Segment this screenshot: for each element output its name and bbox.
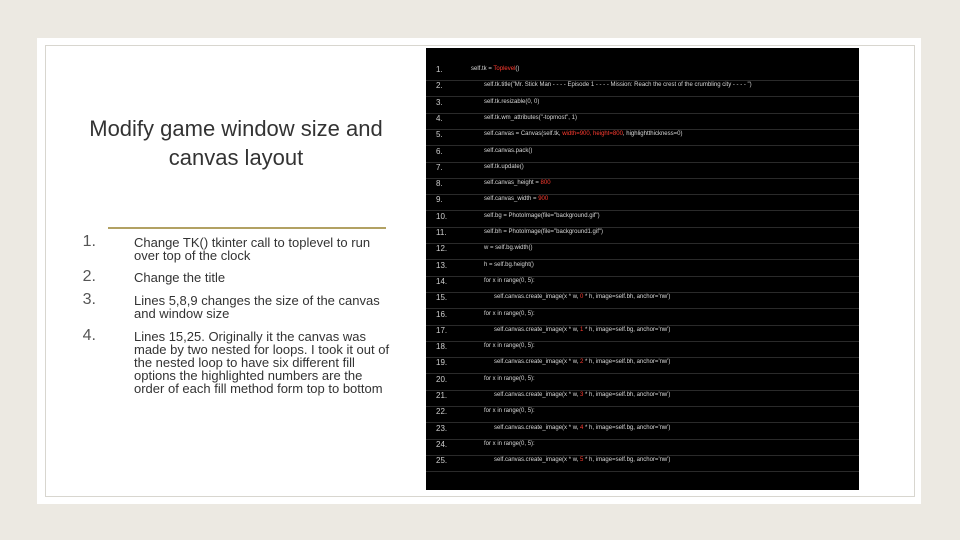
line-number: 16.: [436, 309, 448, 319]
code-line: [426, 391, 859, 407]
line-number: 20.: [436, 374, 448, 384]
code-fragment: self.tk.resizable(0, 0): [484, 98, 540, 105]
code-text: [484, 376, 535, 382]
code-fragment: , highlightthickness=0): [622, 131, 683, 138]
code-fragment: self.tk.update(): [484, 163, 524, 170]
line-number: 17.: [436, 325, 448, 335]
code-text: [471, 66, 519, 72]
code-line: [426, 261, 859, 277]
code-text: [484, 229, 603, 235]
code-text: [484, 343, 535, 349]
code-fragment: w = self.bg.width(): [484, 245, 533, 252]
bullet-list: [82, 233, 392, 396]
line-number: 3.: [436, 97, 443, 107]
code-fragment: self.bg = PhotoImage(file="background.gif"): [484, 212, 600, 219]
code-fragment: self.canvas.create_image(x * w,: [494, 359, 581, 366]
highlighted-code: 4: [580, 424, 584, 431]
code-text: [494, 392, 670, 398]
highlighted-code: 900: [538, 196, 549, 203]
line-number: 7.: [436, 162, 443, 172]
code-text: [484, 82, 752, 88]
code-line: [426, 81, 859, 97]
code-line: [426, 195, 859, 211]
bullet-text: Lines 5,8,9 changes the size of the canvas and window size: [134, 293, 380, 321]
line-number: 2.: [436, 81, 443, 91]
list-item: [82, 268, 392, 285]
code-text: [494, 294, 670, 300]
highlighted-code: 1: [580, 326, 584, 333]
code-text: [494, 457, 670, 463]
line-number: 21.: [436, 391, 448, 400]
code-line: [426, 375, 859, 391]
list-item: [82, 291, 392, 321]
slide-title: Modify game window size and canvas layout: [89, 116, 383, 170]
code-fragment: * h, image=self.bg, anchor='nw'): [583, 424, 671, 431]
code-line: [426, 293, 859, 309]
line-number: 19.: [436, 358, 448, 368]
code-line: [426, 456, 859, 472]
list-item: [82, 233, 392, 263]
code-line: [426, 163, 859, 179]
highlighted-code: width=900, height=800: [562, 131, 623, 138]
code-text: [484, 262, 534, 268]
code-fragment: self.canvas.create_image(x * w,: [494, 294, 581, 301]
code-text: [484, 196, 548, 202]
line-number: 6.: [436, 146, 443, 156]
code-text: [494, 425, 670, 431]
code-line: [426, 310, 859, 326]
code-line: [426, 277, 859, 293]
code-line: [426, 358, 859, 374]
list-item: [82, 327, 392, 396]
code-fragment: self.tk.title("Mr. Stick Man - - - - Episode 1 - - - - Mission: Reach the crest of the crumbling city - - - - "): [484, 82, 752, 89]
line-number: 4.: [436, 113, 443, 123]
code-fragment: self.tk =: [471, 66, 494, 72]
highlighted-code: 800: [540, 180, 551, 187]
code-line: [426, 440, 859, 456]
bullet-number: 1.: [82, 233, 96, 250]
line-number: 15.: [436, 293, 448, 303]
line-number: 12.: [436, 244, 448, 254]
line-number: 14.: [436, 276, 448, 286]
highlighted-code: 2: [580, 359, 584, 366]
code-line: [426, 114, 859, 130]
bullet-number: 4.: [82, 327, 96, 344]
bullet-number: 2.: [82, 268, 96, 285]
code-line: [426, 130, 859, 146]
highlighted-code: Toplevel: [493, 66, 516, 72]
code-fragment: (): [515, 66, 520, 72]
line-number: 22.: [436, 407, 448, 417]
code-line: [426, 407, 859, 423]
code-fragment: self.tk.wm_attributes("-topmost", 1): [484, 114, 577, 121]
code-fragment: for x in range(0, 5):: [484, 408, 535, 415]
code-line: [426, 65, 859, 81]
line-number: 23.: [436, 423, 448, 433]
code-fragment: * h, image=self.bg, anchor='nw'): [583, 457, 671, 464]
code-line: [426, 98, 859, 114]
code-text: [484, 180, 551, 186]
code-fragment: self.canvas.pack(): [484, 147, 533, 154]
code-text: [494, 359, 670, 365]
code-line: [426, 179, 859, 195]
code-line: [426, 326, 859, 342]
line-number: 24.: [436, 439, 448, 449]
bullet-text: Change the title: [134, 270, 226, 285]
code-panel: [426, 48, 859, 490]
code-text: [484, 278, 535, 284]
code-line: [426, 228, 859, 244]
code-fragment: for x in range(0, 5):: [484, 310, 535, 317]
code-text: [484, 245, 533, 251]
code-fragment: for x in range(0, 5):: [484, 440, 535, 447]
highlighted-code: 3: [580, 392, 584, 398]
code-fragment: self.canvas_height =: [484, 180, 541, 187]
title-divider: [108, 227, 386, 229]
code-text: [484, 131, 682, 137]
line-number: 11.: [436, 228, 447, 237]
code-fragment: self.bh = PhotoImage(file="background1.gif"): [484, 229, 603, 235]
code-fragment: for x in range(0, 5):: [484, 343, 535, 350]
code-line: [426, 212, 859, 228]
code-fragment: self.canvas = Canvas(self.tk,: [484, 131, 563, 138]
code-fragment: * h, image=self.bh, anchor='nw'): [583, 392, 671, 398]
code-text: [484, 311, 535, 317]
code-fragment: h = self.bg.height(): [484, 261, 534, 268]
bullet-number: 3.: [82, 291, 96, 308]
code-fragment: self.canvas.create_image(x * w,: [494, 392, 581, 398]
code-fragment: self.canvas.create_image(x * w,: [494, 457, 581, 464]
line-number: 5.: [436, 130, 443, 140]
bullet-text: Lines 15,25. Originally it the canvas was made by two nested for loops. I took it out of the nested loop to have six different fill options the highlighted numbers are the order of each fill method form top to bottom: [134, 329, 390, 396]
code-text: [484, 213, 600, 219]
line-number: 1.: [436, 65, 443, 74]
code-fragment: self.canvas.create_image(x * w,: [494, 424, 581, 431]
line-number: 25.: [436, 456, 448, 466]
code-fragment: self.canvas.create_image(x * w,: [494, 326, 581, 333]
line-number: 10.: [436, 211, 448, 221]
code-line: [426, 147, 859, 163]
code-fragment: * h, image=self.bh, anchor='nw'): [583, 359, 671, 366]
code-fragment: * h, image=self.bg, anchor='nw'): [583, 326, 671, 333]
code-text: [484, 408, 535, 414]
code-text: [484, 148, 532, 154]
line-number: 18.: [436, 342, 448, 352]
bullet-text: Change TK() tkinter call to toplevel to run over top of the clock: [134, 235, 371, 263]
code-text: [484, 99, 539, 105]
code-text: [484, 441, 535, 447]
highlighted-code: 5: [580, 457, 584, 464]
highlighted-code: 0: [580, 294, 584, 301]
code-fragment: self.canvas_width =: [484, 196, 539, 203]
line-number: 9.: [436, 195, 443, 205]
code-text: [484, 164, 524, 170]
line-number: 8.: [436, 179, 443, 189]
code-text: [484, 115, 577, 121]
code-line: [426, 244, 859, 260]
code-fragment: * h, image=self.bh, anchor='nw'): [583, 294, 671, 301]
code-line: [426, 342, 859, 358]
code-line: [426, 424, 859, 440]
line-number: 13.: [436, 260, 448, 270]
code-fragment: for x in range(0, 5):: [484, 277, 535, 284]
code-text: [494, 327, 670, 333]
code-fragment: for x in range(0, 5):: [484, 375, 535, 382]
